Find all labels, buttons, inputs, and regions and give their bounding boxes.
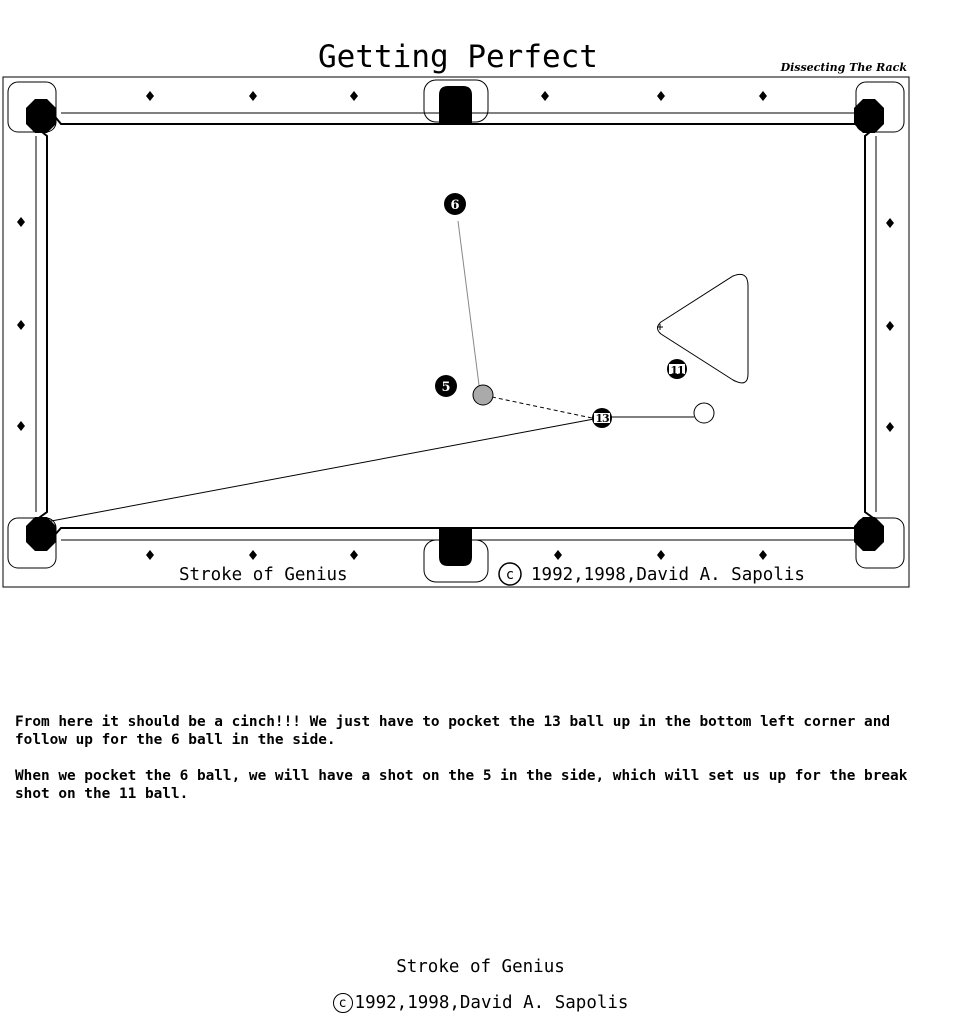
- ball-13-label: 13: [595, 412, 609, 425]
- footer-brand: Stroke of Genius: [396, 957, 565, 977]
- footer-copyright-icon: c: [333, 993, 353, 1013]
- pocket-bottom-left: [26, 517, 56, 551]
- footer-copyright: 1992,1998,David A. Sapolis: [354, 993, 629, 1013]
- copyright-icon-letter: c: [505, 567, 515, 583]
- ghost-ball: [473, 385, 493, 405]
- table-frame: [3, 77, 909, 587]
- pocket-bottom-side: [439, 529, 472, 566]
- footer-copyright-line: [0, 993, 961, 1013]
- pocket-top-right: [854, 99, 884, 133]
- pocket-top-side: [439, 86, 472, 123]
- table-brand: Stroke of Genius: [179, 565, 348, 585]
- ball-6-label: 6: [450, 198, 460, 213]
- table-copyright: 1992,1998,David A. Sapolis: [531, 565, 805, 585]
- description-paragraph-1: From here it should be a cinch!!! We just have to pocket the 13 ball up in the bottom left corner and follow up for the 6 ball in the side.: [15, 714, 891, 748]
- cue-ball: [694, 403, 714, 423]
- ball-11-label: 11: [670, 364, 684, 377]
- page-title: Getting Perfect: [318, 39, 598, 75]
- subtitle: Dissecting The Rack: [780, 61, 907, 74]
- description-paragraph-2: When we pocket the 6 ball, we will have a shot on the 5 in the side, which will set us up for the break shot on the 11 ball.: [15, 768, 908, 802]
- pocket-bottom-right: [854, 517, 884, 551]
- ball-5-label: 5: [441, 380, 451, 395]
- pocket-top-left: [26, 99, 56, 133]
